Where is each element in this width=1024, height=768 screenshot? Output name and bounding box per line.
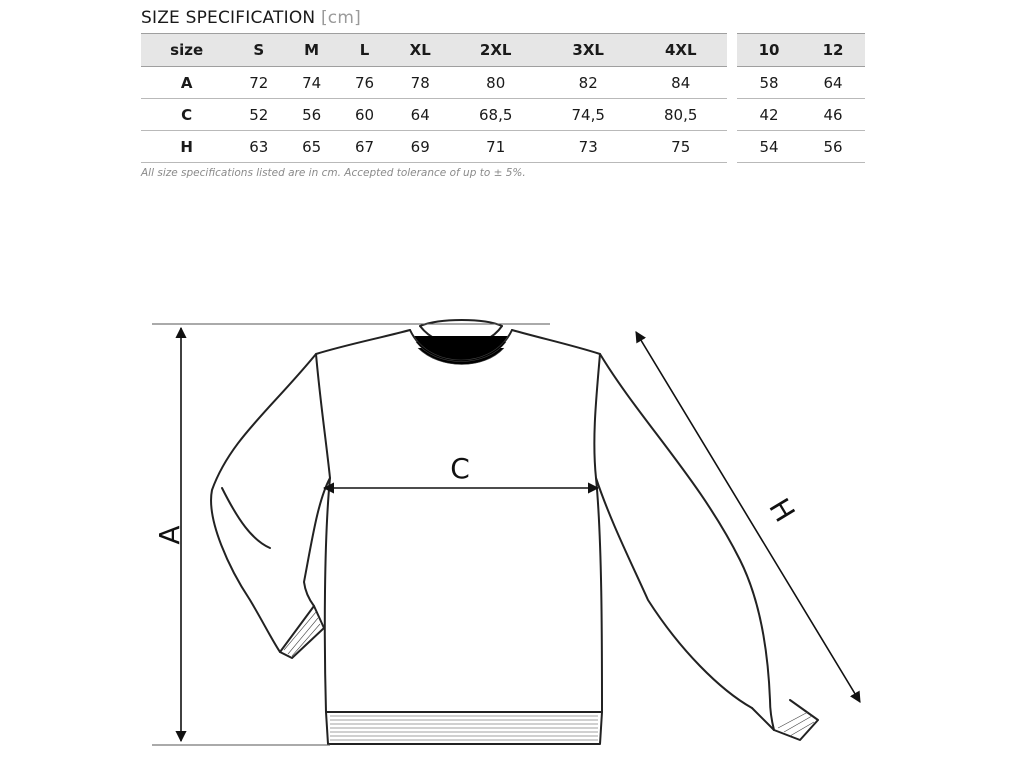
measure-a [152,324,550,745]
table-cell: 82 [542,67,635,99]
header-2xl: 2XL [449,34,542,67]
table-cell: 63 [232,131,285,163]
measure-c [324,452,598,488]
header-xl: XL [391,34,450,67]
table-cell: 52 [232,99,285,131]
table-cell: 64 [391,99,450,131]
table-cell: 46 [801,99,865,131]
table-cell: 60 [338,99,391,131]
table-cell: 54 [737,131,801,163]
header-l: L [338,34,391,67]
table-cell: 80,5 [634,99,727,131]
table-cell: 65 [285,131,338,163]
header-4xl: 4XL [634,34,727,67]
table-cell: 84 [634,67,727,99]
table-cell: 73 [542,131,635,163]
table-cell: 64 [801,67,865,99]
table-cell: 74,5 [542,99,635,131]
row-label-c: C [141,99,232,131]
label-a: A [153,525,186,545]
table-cell: 76 [338,67,391,99]
table-cell: 74 [285,67,338,99]
header-10: 10 [737,34,801,67]
table-cell: 67 [338,131,391,163]
measure-h [636,332,860,702]
sweatshirt-outline [211,320,818,744]
header-3xl: 3XL [542,34,635,67]
table-cell: 69 [391,131,450,163]
table-cell: 72 [232,67,285,99]
table-cell: 78 [391,67,450,99]
table-cell: 75 [634,131,727,163]
row-label-h: H [141,131,232,163]
label-h: H [762,492,802,528]
header-size: size [141,34,232,67]
header-s: S [232,34,285,67]
table-cell: 71 [449,131,542,163]
tolerance-note: All size specifications listed are in cm. Accepted tolerance of up to ± 5%. [141,167,526,179]
table-cell: 56 [285,99,338,131]
table-cell: 68,5 [449,99,542,131]
label-c: C [450,452,470,485]
table-cell: 42 [737,99,801,131]
table-cell: 80 [449,67,542,99]
header-12: 12 [801,34,865,67]
header-m: M [285,34,338,67]
title-unit: [cm] [320,8,361,28]
rib-texture [284,336,814,740]
title-main: SIZE SPECIFICATION [141,8,316,28]
table-cell: 56 [801,131,865,163]
row-label-a: A [141,67,232,99]
table-cell: 58 [737,67,801,99]
